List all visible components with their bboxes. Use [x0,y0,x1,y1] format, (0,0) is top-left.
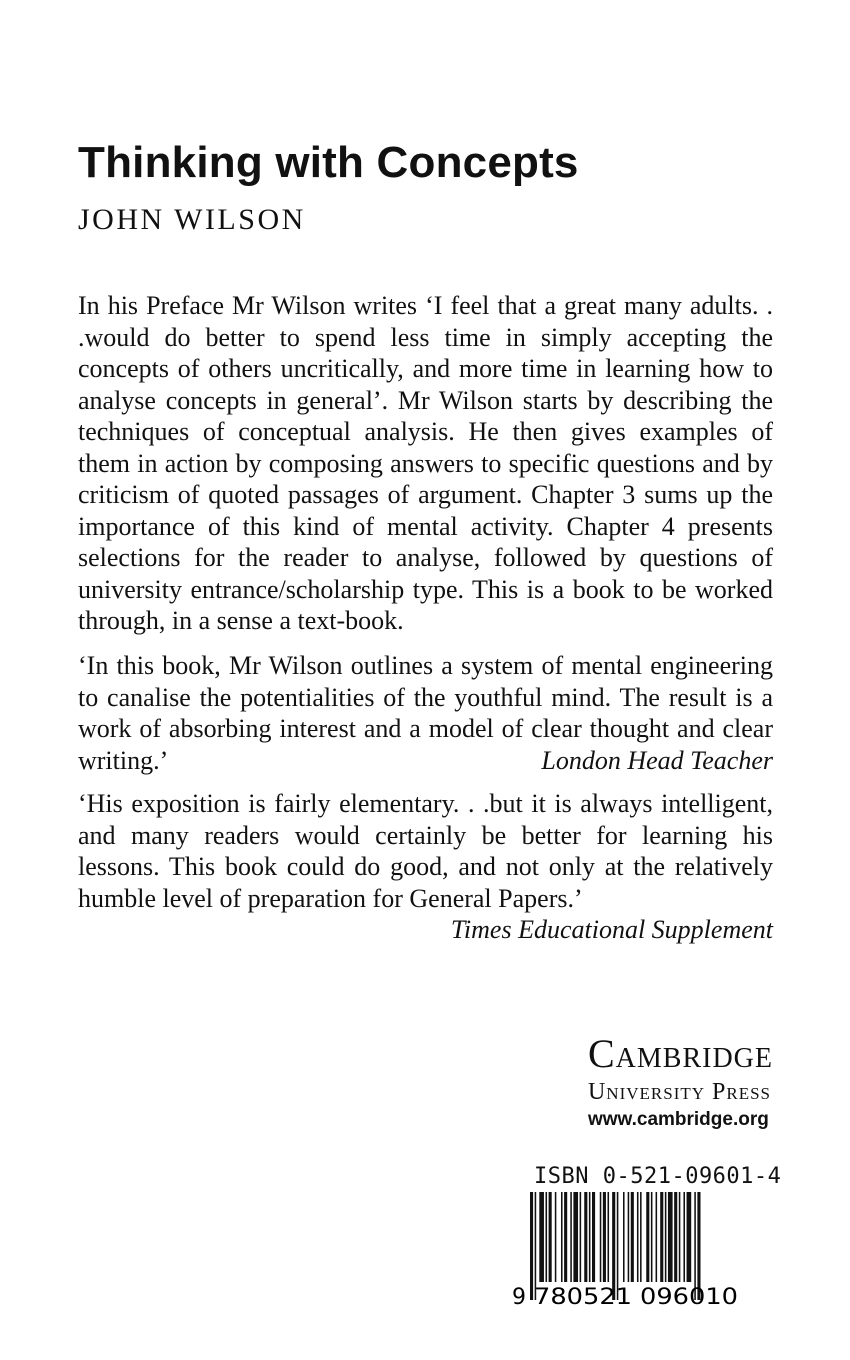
barcode-right-digits: 096010 [640,1285,738,1308]
review-times-educational-supplement [78,788,773,946]
publisher-url: www.cambridge.org [587,1109,769,1130]
review-source: London Head Teacher [541,745,773,775]
review-quote: ‘His exposition is fairly elementary. . .but it is always intelligent, and many readers would certainly be better for learning his lessons. This book could do good, and not only at the relatively humble level of preparation for General Papers.’ [78,789,773,913]
book-title: Thinking with Concepts [78,138,579,187]
barcode-left-digits: 780521 [534,1285,632,1308]
publisher-name: Cambridge [587,1031,773,1076]
review-source: Times Educational Supplement [450,915,773,944]
publisher-logo [588,1030,773,1134]
publisher-subtitle: University Press [587,1079,771,1105]
review-london-head-teacher [78,650,773,776]
barcode-prefix-digit: 9 [512,1285,526,1308]
author-name: JOHN WILSON [78,203,306,236]
barcode [512,1192,762,1308]
book-description: In his Preface Mr Wilson writes ‘I feel that a great many adults. . .would do better to spend less time in simply accepting the concepts of others uncritically, and more time in learning how to analyse concepts in general’. Mr Wilson starts by describing the techniques of conceptual analysis. He then gives examples of them in action by composing answers to specific questions and by criticism of quoted passages of argument. Chapter 3 sums up the importance of this kind of mental activity. Chapter 4 presents selections for the reader to analyse, followed by questions of university entrance/scholarship type. This is a book to be worked through, in a sense a text-book. [78,291,773,635]
review-quote: ‘In this book, Mr Wilson outlines a system of mental engineering to canalise the potentialities of the youthful mind. The result is a work of absorbing interest and a model of clear thought and clear writing.’ [78,651,773,775]
isbn-number: ISBN 0-521-09601-4 [534,1164,782,1189]
